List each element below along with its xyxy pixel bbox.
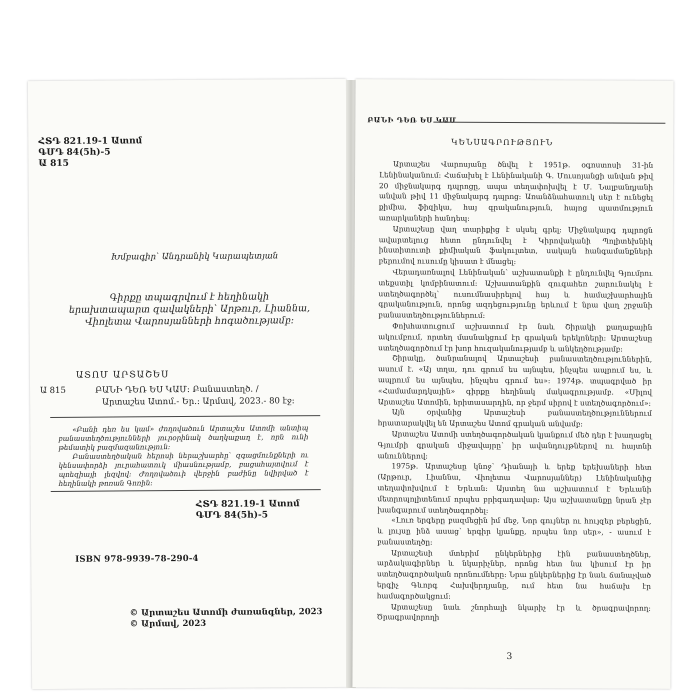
catalog-publication-line: Արտաշես Ատոմ.- Եր.: Արմավ, 2023.- 80 էջ: [102, 396, 295, 408]
paragraph: Արտաշես Ատոմի ստեղծագործական կյանքում մեծ դեր է խաղացել Գյումրի գրական միջավայրը՝ իր ավանդույթներով ու հայտնի անուններով: [377, 429, 652, 461]
lbc-code: ԳՄԴ 84(5հ)-5 [195, 510, 269, 521]
author-mark: Ա 815 [38, 158, 69, 170]
paragraph: Արտաշեսը նաև շնորհալի նկարիչ էր և ծրագրավորող: Ծրագրավորողի [376, 602, 651, 623]
author-name-caps: ԱՏՈՄ ԱՐՏԱՇԵՍ [75, 370, 170, 381]
classification-block-top [38, 136, 142, 170]
copyright-line: © Արմավ, 2023 [129, 618, 207, 630]
copyright-line: © Արտաշես Ատոմի ժառանգներ, 2023 [129, 607, 323, 619]
annotation-paragraph: «Բանի դեռ ես կամ» ժողովածուն Արտաշես Ատոմի անտիպ բանաստեղծությունների յուրօրինակ ծաղկաքաղ է, որն ունի թեմատիկ բազմազանություն: [58, 424, 309, 452]
chapter-heading: ԿԵՆՍԱԳՐՈՒԹՅՈՒՆ [451, 137, 554, 148]
isbn: ISBN 978-9939-78-290-4 [75, 553, 199, 565]
udc-code: ՀՏԴ 821.19-1 Ատոմ [38, 136, 143, 148]
dedication [59, 291, 319, 329]
catalog-entry [40, 385, 259, 398]
paragraph: «Լուռ երգերը բազմեցին իմ մեջ, Նոր գույներ ու հույզեր բերեցին, և լույսը ինձ ասաց՝ երգիր կյանքը, որպես նոր սեր», - ասում է բանաստեղծը: [377, 515, 652, 547]
left-page [28, 79, 350, 689]
paragraph: Վերադառնալով Լենինական՝ աշխատանքի է ընդունվել Գյումրու տեքստիլ կոմբինատում: Աշխատանքին զուգահեռ շարունակել է ստեղծագործել՝ ուսումնասիրելով հայ և համաշխարհային գրականություն, որոնց ազդեցությունը երևում է նրա վաղ շրջանի բանաստեղծություններում: [378, 267, 653, 321]
header-rule [433, 122, 665, 124]
right-page [352, 79, 673, 689]
divider [50, 415, 320, 418]
editor-credit: Խմբագիր՝ Անդրանիկ Կարապետյան [111, 251, 279, 263]
udc-code: ՀՏԴ 821.19-1 Ատոմ [195, 499, 300, 510]
annotation-paragraph: Բանաստեղծական հերոսի ներաշխարհը՝ զգացմունքների ու կենսափորձի յուրահատուկ միասնությամբ, բացահայտվում է պոեզիայի լեզվով: Ժողովածուի վերջին բաժինը նվիրված է հեղինակի թոռան Գոռին: [58, 451, 309, 488]
biography-text [377, 159, 653, 625]
dedication-line: Գիրքը տպագրվում է հեղինակի [109, 291, 270, 304]
classification-block-bottom [196, 499, 300, 522]
paragraph: 1975թ. Արտաշեսը կնոջ՝ Դիանայի և երեք երեխաների հետ (Արթուր, Լիաննա, Վիոլետա Վարոսյաններ) Լենինականից տեղափոխվում է Երևան: Այստեղ նա աշխատում է Երևանի մետրոպոլիտենում որպես բրիգադավար: Այս աշխատանքը նրան չէր խանգարում ստեղծագործել: [377, 461, 652, 515]
page-number: 3 [506, 651, 513, 663]
annotation [58, 424, 308, 489]
catalog-code: Ա 815 [40, 385, 66, 397]
dedication-line: երախտապարտ զավակների՝ Արթուր, Լիաննա, [68, 303, 311, 316]
copyright-block [130, 607, 323, 630]
paragraph: Արտաշեսի մտերիմ ընկերներից էին բանաստեղծներ, արձակագիրներ և նկարիչներ, որոնց հետ նա կիսում էր իր ստեղծագործական որոնումները: Նրա ընկերներից էր նաև ճանաչված երգիչ Գևորգ Հախվերդյանը, ում հետ նա հաճախ էր համագործակցում: [376, 548, 652, 601]
paragraph: Այն օրվանից Արտաշեսի բանաստեղծություններում հրատարակվել են Արտաշես Ատոմ գրական անվամբ: [377, 407, 652, 429]
catalog-title-line: ԲԱՆԻ ԴԵՌ ԵՍ ԿԱՄ: Բանաստեղծ. / [95, 384, 259, 396]
divider [51, 489, 321, 492]
paragraph: Շիրակը, ծանրանալով Արտաշեսի բանաստեղծություններին, ասում է. «Այ տղա, դու գրում ես այնպես, ինչպես ապրում ես, և ապրում ես այնպես, ինչպես գրում ես»: 1974թ. տպագրված իր «Համամարդկային» գիրքը հեղինակ մակագրությամբ. «Միլով Արտաշես Ատոմին, երիտասարդին, որ ջերմ սիրով է ստեղծագործում»: [377, 353, 653, 408]
running-header: ԲԱՆԻ ԴԵՌ ԵՍ ԿԱՄ [367, 115, 457, 125]
lbc-code: ԳՄԴ 84(5հ)-5 [38, 147, 111, 159]
dedication-line: Վիոլետա Վարոսյանների հոգածությամբ: [85, 315, 294, 328]
paragraph: Արտաշեսը վաղ տարիքից է սկսել գրել: Միջնակարգ դպրոցն ավարտելուց հետո ընդունվել է Կիրովականի Պոլիտեխնիկ ինստիտուտի քիմիական ֆակուլտետ, սակայն հանգամանքների բերումով ուսումը կիսատ է մնացել: [378, 224, 653, 267]
paragraph: Փոխհատուցում աշխատում էր նաև Շիրակի քաղաքային ակումբում, որտեղ մասնակցում էր գրական երեկոների: Արտաշեսը ստեղծագործում էր խոր հուզականությամբ և անկեղծությամբ: [378, 321, 653, 354]
paragraph: Արտաշես Վարոսյանը ծնվել է 1951թ. օգոստոսի 31-ին Լենինականում: Հաճախել է Լենինականի Գ. Մուսոյանցի անվան թիվ 20 միջնակարգ դպրոցը, ապա տեղափոխվել է Մ. Նալբանդյանի անվան թիվ 11 միջնակարգ դպրոց: Առանձնահատուկ սեր է ունեցել քիմիա, ֆիզիկա, հայ գրականություն, հայոց պատմություն առարկաների հանդեպ: [378, 159, 654, 223]
